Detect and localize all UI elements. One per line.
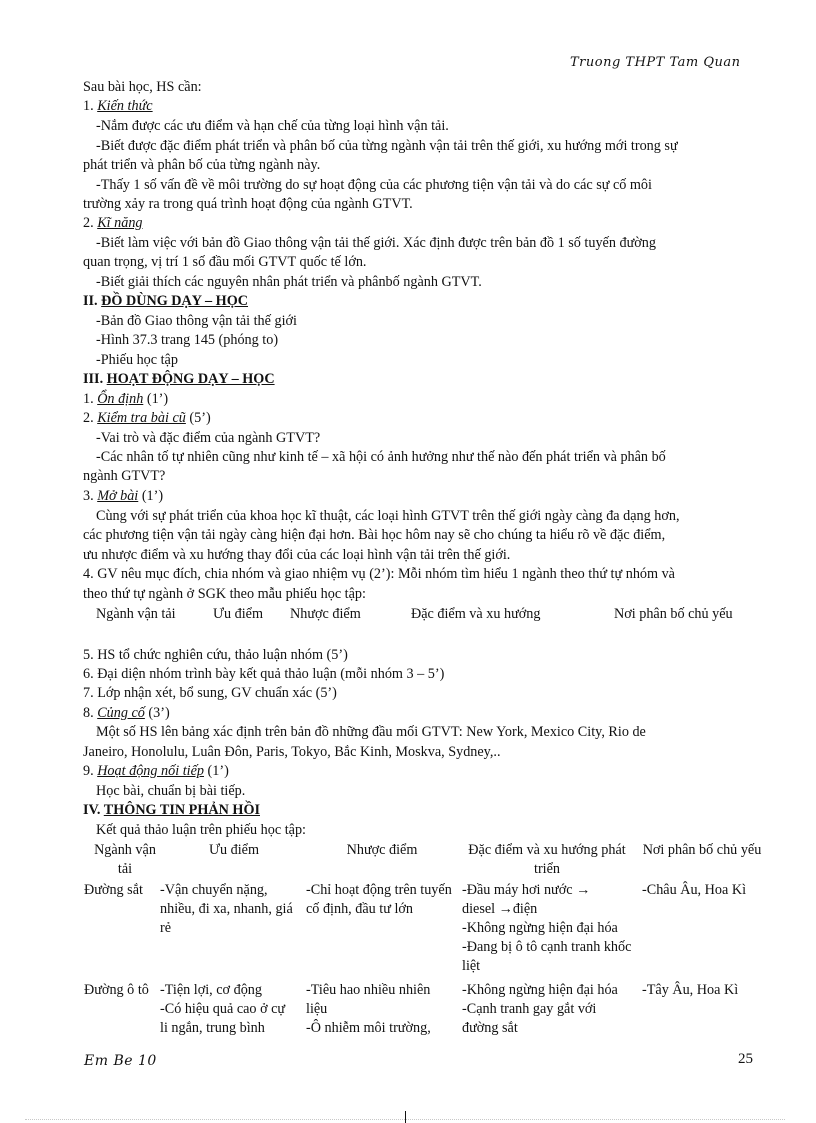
- form-col-3: Nhược điểm: [290, 606, 361, 622]
- section-1-heading: [83, 97, 153, 115]
- table-row-2-advantages: [160, 981, 310, 1038]
- form-col-5: Nơi phân bố chủ yếu: [614, 606, 733, 622]
- step-8-text-2: Janeiro, Honolulu, Luân Đôn, Paris, Tokyo, Bắc Kinh, Moskva, Sydney,..: [83, 744, 501, 760]
- table-row-2-locations: -Tây Âu, Hoa Kì: [642, 982, 739, 998]
- table-row-1-locations: -Châu Âu, Hoa Kì: [642, 882, 747, 898]
- step-3-time: (1’): [138, 488, 164, 504]
- step-2-number: 2.: [83, 410, 94, 426]
- step-2-title: Kiểm tra bài cũ: [97, 410, 186, 426]
- step-1-number: 1.: [83, 391, 94, 407]
- form-col-1: Ngành vận tải: [96, 606, 176, 622]
- section-III-heading: [83, 370, 275, 388]
- table-row-1-features: [462, 881, 640, 976]
- table-header-sector: Ngành vận tải: [94, 842, 156, 877]
- form-col-4: Đặc điểm và xu hướng: [411, 606, 541, 622]
- step-4-text-b: theo thứ tự ngành ở SGK theo mẫu phiếu học tập:: [83, 586, 366, 602]
- s1-line-2a: -Biết được đặc điểm phát triển và phân bố của từng ngành vận tải trên thế giới, xu hướng mới trong sự: [96, 138, 678, 154]
- section-III-title: HOẠT ĐỘNG DẠY – HỌC: [106, 371, 275, 387]
- sIII-step-9: [83, 762, 229, 780]
- row-2-advantage-3: li ngắn, trung bình: [160, 1020, 265, 1036]
- s2-line-1b: quan trọng, vị trí 1 số đầu mối GTVT quốc tế lớn.: [83, 254, 367, 270]
- sIII-step-1: [83, 390, 168, 408]
- row-1-feature-2: diesel →điện: [462, 901, 538, 917]
- row-1-feature-1: -Đầu máy hơi nước →: [462, 882, 591, 898]
- table-row-2-disadvantages: [306, 981, 456, 1038]
- table-header-disadvantages: Nhược điểm: [346, 842, 418, 858]
- section-1-number: 1.: [83, 98, 94, 114]
- row-2-advantage-1: -Tiện lợi, cơ động: [160, 982, 262, 998]
- section-IV-number: IV.: [83, 802, 101, 818]
- step-2-question-2b: ngành GTVT?: [83, 468, 166, 484]
- step-2-question-2a: -Các nhân tố tự nhiên cũng như kinh tế – xã hội có ảnh hưởng như thế nào đến phát triển và phân bố: [96, 449, 666, 465]
- s2-line-2: -Biết giải thích các nguyên nhân phát triển và phânbố ngành GTVT.: [96, 274, 482, 290]
- row-1-feature-4: -Đang bị ô tô cạnh tranh khốc liệt: [462, 939, 632, 974]
- step-9-text-1: Học bài, chuẩn bị bài tiếp.: [96, 783, 246, 799]
- s2-line-1a: -Biết làm việc với bản đồ Giao thông vận tải thế giới. Xác định được trên bản đồ 1 số tuyến đường: [96, 235, 656, 251]
- s1-line-2b: phát triển và phân bố của từng ngành này.: [83, 157, 321, 173]
- sIV-intro: Kết quả thảo luận trên phiếu học tập:: [96, 822, 306, 838]
- row-2-advantage-2: -Có hiệu quả cao ở cự: [160, 1001, 286, 1017]
- step-2-time: (5’): [185, 410, 211, 426]
- section-II-number: II.: [83, 293, 98, 309]
- row-2-disadvantage-1: -Tiêu hao nhiều nhiên: [306, 982, 431, 998]
- step-3-text-3: ưu nhược điểm và xu hướng thay đổi của các loại hình vận tải trên thế giới.: [83, 547, 511, 563]
- row-2-disadvantage-2: liệu: [306, 1001, 328, 1017]
- step-8-time: (3’): [144, 705, 170, 721]
- step-9-title: Hoạt động nối tiếp: [97, 763, 204, 779]
- step-3-text-2: các phương tiện vận tải ngày càng hiện đại hơn. Bài học hôm nay sẽ cho chúng ta hiểu rõ về đặc điểm,: [83, 527, 666, 543]
- section-II-heading: [83, 292, 248, 310]
- section-IV-title: THÔNG TIN PHẢN HỒI: [103, 802, 260, 818]
- step-3-title: Mở bài: [97, 488, 139, 504]
- step-8-text-1: Một số HS lên bảng xác định trên bản đồ những đầu mối GTVT: New York, Mexico City, Rio de: [96, 724, 646, 740]
- s1-line-3b: trường xảy ra trong quá trình hoạt động của ngành GTVT.: [83, 196, 413, 212]
- step-6-text: 6. Đại diện nhóm trình bày kết quả thảo luận (mỗi nhóm 3 – 5’): [83, 666, 445, 682]
- table-header-features: Đặc điểm và xu hướng phát triển: [468, 842, 626, 877]
- s1-line-3a: -Thấy 1 số vấn đề về môi trường do sự hoạt động của các phương tiện vận tải và do các sự cố môi: [96, 177, 652, 193]
- step-8-number: 8.: [83, 705, 94, 721]
- table-row-1-sector: Đường sắt: [84, 882, 143, 898]
- section-II-title: ĐỒ DÙNG DẠY – HỌC: [101, 293, 249, 309]
- step-8-title: Củng cố: [97, 705, 145, 721]
- page-number: 25: [738, 1051, 753, 1067]
- section-III-number: III.: [83, 371, 104, 387]
- row-1-feature-3: -Không ngừng hiện đại hóa: [462, 920, 618, 936]
- intro-text: Sau bài học, HS cần:: [83, 79, 202, 95]
- school-header: Truong THPT Tam Quan: [570, 55, 741, 70]
- s1-line-1: -Nắm được các ưu điểm và hạn chế của từng loại hình vận tải.: [96, 118, 449, 134]
- sIII-step-3: [83, 487, 163, 505]
- sII-item-2: -Hình 37.3 trang 145 (phóng to): [96, 332, 279, 348]
- step-7-text: 7. Lớp nhận xét, bổ sung, GV chuẩn xác (5’): [83, 685, 337, 701]
- table-row-2-sector: Đường ô tô: [84, 982, 149, 998]
- row-2-feature-1: -Không ngừng hiện đại hóa: [462, 982, 618, 998]
- section-2-heading: [83, 214, 143, 232]
- section-1-title: Kiến thức: [97, 98, 153, 114]
- table-header-locations: Nơi phân bố chủ yếu: [642, 842, 762, 858]
- row-2-feature-3: đường sắt: [462, 1020, 518, 1036]
- sII-item-3: -Phiếu học tập: [96, 352, 178, 368]
- step-4-text-a: 4. GV nêu mục đích, chia nhóm và giao nhiệm vụ (2’): Mỗi nhóm tìm hiểu 1 ngành theo thứ tự nhóm và: [83, 566, 675, 582]
- step-1-time: (1’): [143, 391, 169, 407]
- section-2-number: 2.: [83, 215, 94, 231]
- step-3-number: 3.: [83, 488, 94, 504]
- table-row-1-advantages: -Vận chuyển nặng, nhiều, đi xa, nhanh, giá rẻ: [160, 882, 293, 936]
- footer-center-tick: [405, 1111, 406, 1123]
- step-5-text: 5. HS tổ chức nghiên cứu, thảo luận nhóm (5’): [83, 647, 348, 663]
- row-2-disadvantage-3: -Ô nhiễm môi trường,: [306, 1020, 431, 1036]
- sII-item-1: -Bản đồ Giao thông vận tải thế giới: [96, 313, 297, 329]
- sIII-step-8: [83, 704, 170, 722]
- step-9-time: (1’): [203, 763, 229, 779]
- form-col-2: Ưu điểm: [213, 606, 264, 622]
- step-3-text-1: Cùng với sự phát triển của khoa học kĩ thuật, các loại hình GTVT trên thế giới ngày càng đa dạng hơn,: [96, 508, 680, 524]
- section-2-title: Kĩ năng: [97, 215, 143, 231]
- table-row-2-features: [462, 981, 642, 1038]
- section-IV-heading: [83, 801, 260, 819]
- table-row-1-disadvantages: -Chỉ hoạt động trên tuyến cố định, đầu tư lớn: [306, 882, 452, 917]
- step-2-question-1: -Vai trò và đặc điểm của ngành GTVT?: [96, 430, 321, 446]
- table-header-advantages: Ưu điểm: [208, 842, 260, 858]
- step-1-title: Ổn định: [97, 391, 144, 407]
- step-9-number: 9.: [83, 763, 94, 779]
- row-2-feature-2: -Cạnh tranh gay gắt với: [462, 1001, 597, 1017]
- sIII-step-2: [83, 409, 211, 427]
- footer-author: Em Be 10: [84, 1053, 157, 1069]
